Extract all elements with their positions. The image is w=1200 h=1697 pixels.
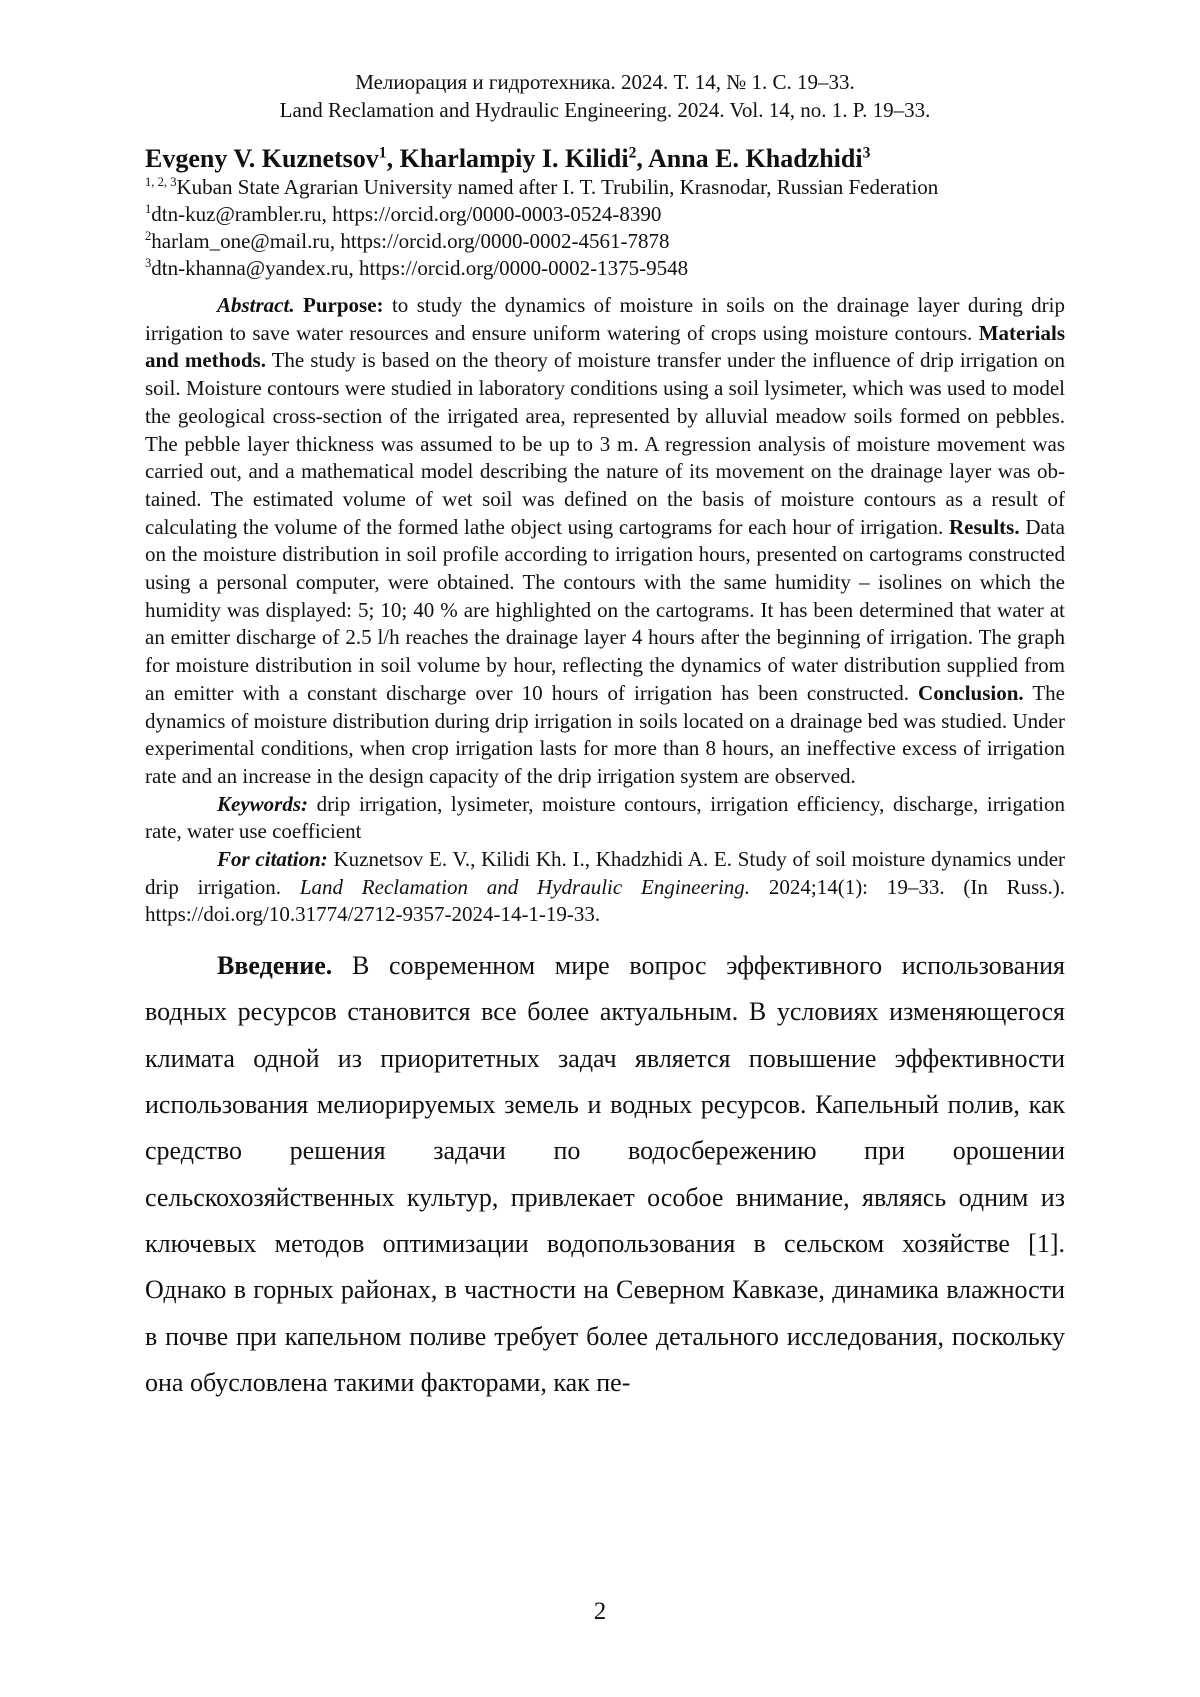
citation-text-1: Kuznetsov E. V., Kilidi Kh. I., Khadzhidi A. E. Study of soil moisture dynamics under drip irrigation. bbox=[145, 847, 1066, 899]
journal-header-ru: Мелиорация и гидротехника. 2024. Т. 14, № 1. С. 19–33. bbox=[355, 70, 855, 94]
author-3-sup: 3 bbox=[862, 144, 871, 162]
affiliation-block bbox=[145, 174, 1065, 282]
contact-3-sup: 3 bbox=[145, 256, 152, 270]
purpose-text: to study the dynamics of moisture in soils on the drainage layer during drip irrigation to save water resources and ensure uniform watering of crops using moisture contours. bbox=[145, 293, 1065, 345]
contact-1 bbox=[145, 201, 1065, 228]
purpose-label: Purpose: bbox=[303, 293, 384, 317]
author-2-sup: 2 bbox=[628, 144, 637, 162]
citation-label: For citation: bbox=[217, 847, 328, 872]
contact-3 bbox=[145, 255, 1065, 282]
abstract-paragraph bbox=[145, 292, 1065, 791]
citation-text-2: 2024;14(1): 19–33. (In Russ.). https://doi.org/10.31774/2712-9357-2024-14-1-19-33. bbox=[145, 874, 1065, 927]
author-1-sup: 1 bbox=[378, 144, 387, 162]
results-text: Data on the moisture distribution in soil profile according to irrigation hours, presented on cartograms constructed using a personal computer, were obtained. The contours with the same humidity – isolines on which the humidity was displayed: 5; 10; 40 % are highlighted on the cartograms. It has been determined that water at an emitter discharge of 2.5 l/h reaches the drainage layer 4 hours after the beginning of irrigation. The graph for moisture distribution in soil volume by hour, reflecting the dynamics of water distribution supplied from an emitter with a constant discharge over 10 hours of irrigation has been constructed. bbox=[145, 514, 1065, 705]
citation-paragraph bbox=[145, 846, 1065, 929]
author-3: Anna E. Khadzhidi bbox=[647, 144, 863, 173]
journal-header bbox=[145, 68, 1065, 124]
author-2: Kharlampiy I. Kilidi bbox=[399, 144, 629, 173]
introduction-section bbox=[145, 943, 1065, 1406]
journal-header-en: Land Reclamation and Hydraulic Engineering. 2024. Vol. 14, no. 1. P. 19–33. bbox=[279, 98, 931, 122]
page bbox=[145, 68, 1065, 1406]
affiliation-sup: 1, 2, 3 bbox=[145, 175, 177, 189]
abstract-label: Abstract. bbox=[217, 293, 295, 317]
contact-2 bbox=[145, 228, 1065, 255]
results-label: Results. bbox=[949, 514, 1020, 539]
methods-text: The study is based on the theory of moisture transfer under the influence of drip irrigation on soil. Moisture contours were studied in laboratory conditions using a soil lysimeter, which was used to model the geological cross-section of the irrigated area, represented by alluvial meadow soils formed on pebbles. The pebble layer thickness was assumed to be up to 3 m. A regression analysis of moisture movement was carried out, and a mathematical model describing the nature of its movement on the drainage layer was obtained. The estimated volume of wet soil was defined on the basis of moisture contours as a result of calculating the volume of the formed lathe object using cartograms for each hour of irrigation. bbox=[145, 348, 1065, 539]
page-number: 2 bbox=[593, 1598, 607, 1625]
introduction-label: Введение. bbox=[217, 951, 333, 981]
contact-1-text: dtn-kuz@rambler.ru, https://orcid.org/0000-0003-0524-8390 bbox=[151, 202, 662, 226]
contact-2-sup: 2 bbox=[145, 229, 152, 243]
keywords-paragraph bbox=[145, 791, 1065, 846]
conclusion-text: The dynamics of moisture distribution during drip irrigation in soils located on a drainage bed was studied. Under experimental conditions, when crop irrigation lasts for more than 8 hours, an ineffective excess of irrigation rate and an increase in the design capacity of the drip irrigation system are observed. bbox=[145, 680, 1065, 788]
affiliation bbox=[145, 174, 1065, 201]
authors-line: Evgeny V. Kuznetsov$^1$, Kharlampiy I. Kilidi$^2$, Anna E. Khadzhidi$^3$ bbox=[145, 144, 871, 173]
methods-label: Materials and methods. bbox=[145, 320, 1065, 373]
contact-1-sup: 1 bbox=[145, 202, 152, 216]
author-1: Evgeny V. Kuznetsov bbox=[145, 144, 379, 173]
introduction-text: В современном мире вопрос эффективного использования водных ресурсов становится все более актуальным. В условиях изменяющегося климата одной из приоритетных задач является повышение эффективности использования мелиорируемых земель и водных ресурсов. Капельный полив, как средство решения задачи по водосбережению при орошении сельскохозяйственных культур, привлекает особое внимание, являясь одним из ключевых методов оптимизации водопользования в сельском хозяйстве [1]. Однако в горных районах, в частности на Северном Кавказе, динамика влажности в почве при капельном поливе требует более детального исследования, поскольку она обусловлена такими факторами, как пе- bbox=[145, 951, 1065, 1397]
keywords-text: drip irrigation, lysimeter, moisture contours, irrigation efficiency, discharge, irrigation rate, water use coefficient bbox=[145, 791, 1065, 844]
contact-2-text: harlam_one@mail.ru, https://orcid.org/0000-0002-4561-7878 bbox=[151, 229, 670, 253]
abstract-section bbox=[145, 292, 1065, 929]
citation-journal: Land Reclamation and Hydraulic Engineering. bbox=[299, 874, 751, 899]
conclusion-label: Conclusion. bbox=[918, 680, 1024, 705]
keywords-label: Keywords: bbox=[217, 791, 308, 816]
contact-3-text: dtn-khanna@yandex.ru, https://orcid.org/0000-0002-1375-9548 bbox=[151, 256, 689, 280]
affiliation-text: Kuban State Agrarian University named after I. T. Trubilin, Krasnodar, Russian Federation bbox=[176, 175, 939, 199]
introduction-paragraph bbox=[145, 943, 1065, 1406]
